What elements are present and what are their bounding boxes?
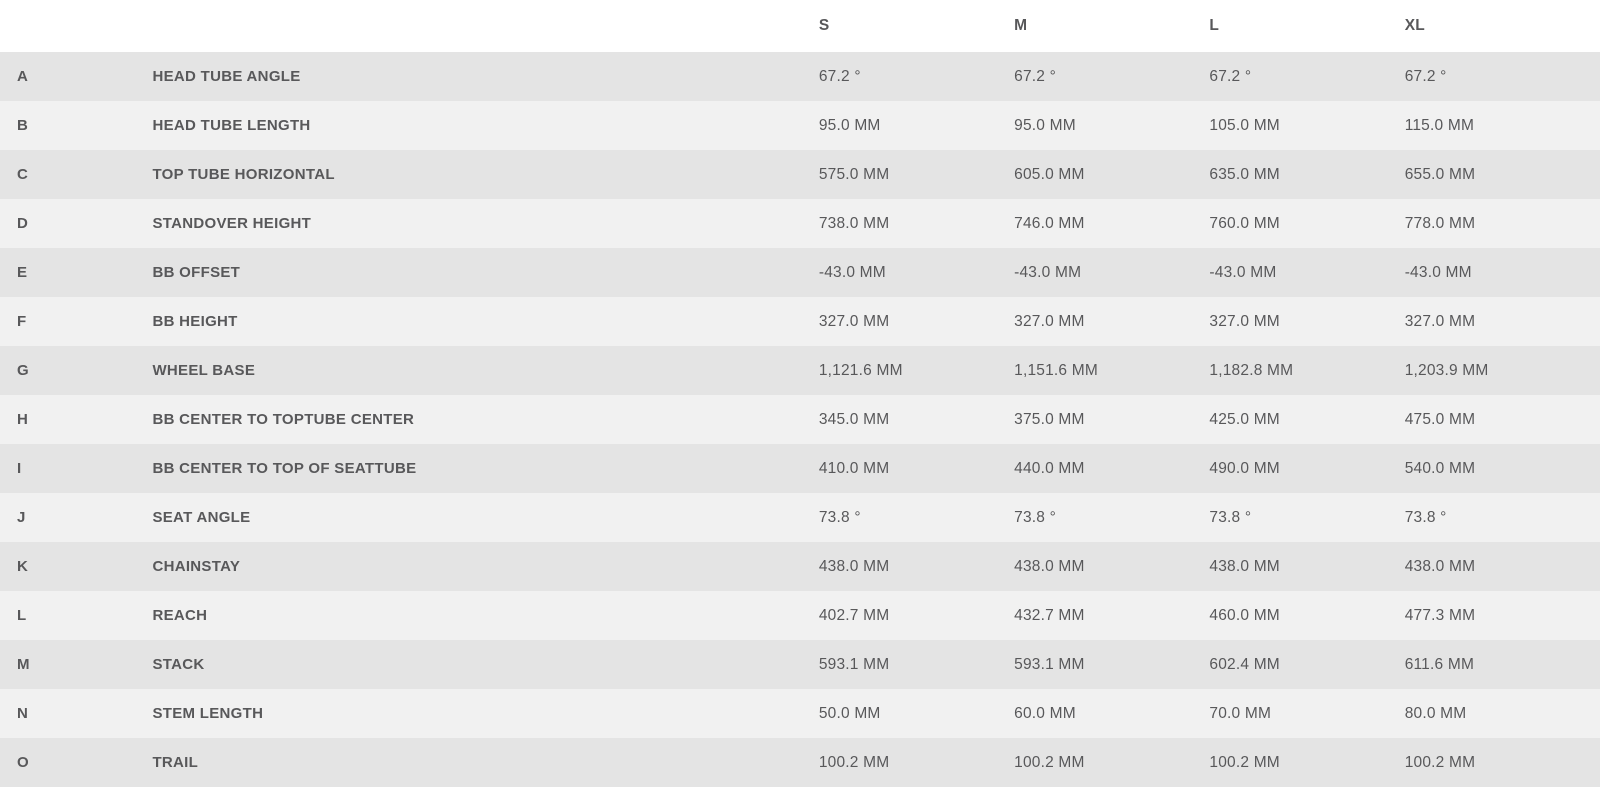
cell-size-xl: 100.2 MM	[1405, 738, 1600, 787]
cell-size-xl: 80.0 MM	[1405, 689, 1600, 738]
column-header-size-s: S	[819, 0, 1014, 52]
cell-size-xl: -43.0 MM	[1405, 248, 1600, 297]
row-label: CHAINSTAY	[75, 542, 818, 591]
cell-size-s: 50.0 MM	[819, 689, 1014, 738]
table-row	[0, 248, 1600, 297]
table-row	[0, 640, 1600, 689]
row-letter: G	[0, 346, 75, 395]
cell-size-l: 760.0 MM	[1209, 199, 1404, 248]
row-letter: D	[0, 199, 75, 248]
cell-size-xl: 327.0 MM	[1405, 297, 1600, 346]
row-letter: C	[0, 150, 75, 199]
row-label: TOP TUBE HORIZONTAL	[75, 150, 818, 199]
cell-size-m: 1,151.6 MM	[1014, 346, 1209, 395]
cell-size-l: 438.0 MM	[1209, 542, 1404, 591]
cell-size-m: 593.1 MM	[1014, 640, 1209, 689]
table-row	[0, 493, 1600, 542]
row-letter: E	[0, 248, 75, 297]
cell-size-xl: 477.3 MM	[1405, 591, 1600, 640]
cell-size-xl: 1,203.9 MM	[1405, 346, 1600, 395]
table-row	[0, 199, 1600, 248]
cell-size-m: -43.0 MM	[1014, 248, 1209, 297]
column-header-size-m: M	[1014, 0, 1209, 52]
row-label: STANDOVER HEIGHT	[75, 199, 818, 248]
row-letter: K	[0, 542, 75, 591]
cell-size-xl: 438.0 MM	[1405, 542, 1600, 591]
cell-size-s: 73.8 °	[819, 493, 1014, 542]
cell-size-m: 95.0 MM	[1014, 101, 1209, 150]
row-label: WHEEL BASE	[75, 346, 818, 395]
table-header-row	[0, 0, 1600, 52]
row-label: BB CENTER TO TOP OF SEATTUBE	[75, 444, 818, 493]
cell-size-m: 73.8 °	[1014, 493, 1209, 542]
cell-size-xl: 778.0 MM	[1405, 199, 1600, 248]
column-header-size-l: L	[1209, 0, 1404, 52]
row-label: TRAIL	[75, 738, 818, 787]
cell-size-m: 60.0 MM	[1014, 689, 1209, 738]
row-letter: F	[0, 297, 75, 346]
column-header-measurement	[75, 0, 818, 52]
table-row	[0, 395, 1600, 444]
row-letter: J	[0, 493, 75, 542]
cell-size-m: 67.2 °	[1014, 52, 1209, 101]
row-label: HEAD TUBE ANGLE	[75, 52, 818, 101]
cell-size-s: 738.0 MM	[819, 199, 1014, 248]
cell-size-s: 402.7 MM	[819, 591, 1014, 640]
row-label: REACH	[75, 591, 818, 640]
table-row	[0, 346, 1600, 395]
row-letter: O	[0, 738, 75, 787]
cell-size-xl: 115.0 MM	[1405, 101, 1600, 150]
cell-size-s: 100.2 MM	[819, 738, 1014, 787]
cell-size-s: 1,121.6 MM	[819, 346, 1014, 395]
table-row	[0, 738, 1600, 787]
table-row	[0, 591, 1600, 640]
cell-size-l: 100.2 MM	[1209, 738, 1404, 787]
row-label: BB OFFSET	[75, 248, 818, 297]
column-header-size-xl: XL	[1405, 0, 1600, 52]
column-header-letter	[0, 0, 75, 52]
cell-size-m: 432.7 MM	[1014, 591, 1209, 640]
cell-size-xl: 540.0 MM	[1405, 444, 1600, 493]
row-label: SEAT ANGLE	[75, 493, 818, 542]
table-row	[0, 444, 1600, 493]
table-row	[0, 297, 1600, 346]
cell-size-s: 345.0 MM	[819, 395, 1014, 444]
cell-size-s: -43.0 MM	[819, 248, 1014, 297]
cell-size-l: 67.2 °	[1209, 52, 1404, 101]
cell-size-l: 1,182.8 MM	[1209, 346, 1404, 395]
cell-size-m: 440.0 MM	[1014, 444, 1209, 493]
cell-size-s: 327.0 MM	[819, 297, 1014, 346]
cell-size-m: 438.0 MM	[1014, 542, 1209, 591]
cell-size-xl: 475.0 MM	[1405, 395, 1600, 444]
cell-size-l: 73.8 °	[1209, 493, 1404, 542]
cell-size-m: 327.0 MM	[1014, 297, 1209, 346]
cell-size-xl: 73.8 °	[1405, 493, 1600, 542]
row-label: BB HEIGHT	[75, 297, 818, 346]
cell-size-xl: 611.6 MM	[1405, 640, 1600, 689]
row-letter: H	[0, 395, 75, 444]
cell-size-s: 410.0 MM	[819, 444, 1014, 493]
row-label: BB CENTER TO TOPTUBE CENTER	[75, 395, 818, 444]
row-letter: I	[0, 444, 75, 493]
cell-size-l: 602.4 MM	[1209, 640, 1404, 689]
cell-size-m: 375.0 MM	[1014, 395, 1209, 444]
table-header	[0, 0, 1600, 52]
cell-size-l: 327.0 MM	[1209, 297, 1404, 346]
cell-size-l: 635.0 MM	[1209, 150, 1404, 199]
cell-size-m: 746.0 MM	[1014, 199, 1209, 248]
cell-size-s: 95.0 MM	[819, 101, 1014, 150]
cell-size-m: 605.0 MM	[1014, 150, 1209, 199]
cell-size-l: 105.0 MM	[1209, 101, 1404, 150]
table-row	[0, 52, 1600, 101]
cell-size-xl: 655.0 MM	[1405, 150, 1600, 199]
table-body	[0, 52, 1600, 787]
table-row	[0, 542, 1600, 591]
cell-size-s: 438.0 MM	[819, 542, 1014, 591]
cell-size-l: 490.0 MM	[1209, 444, 1404, 493]
cell-size-l: 425.0 MM	[1209, 395, 1404, 444]
cell-size-s: 67.2 °	[819, 52, 1014, 101]
cell-size-l: 70.0 MM	[1209, 689, 1404, 738]
row-label: STACK	[75, 640, 818, 689]
row-letter: B	[0, 101, 75, 150]
cell-size-l: -43.0 MM	[1209, 248, 1404, 297]
row-letter: N	[0, 689, 75, 738]
cell-size-m: 100.2 MM	[1014, 738, 1209, 787]
cell-size-xl: 67.2 °	[1405, 52, 1600, 101]
table-row	[0, 689, 1600, 738]
row-label: STEM LENGTH	[75, 689, 818, 738]
row-letter: M	[0, 640, 75, 689]
cell-size-s: 575.0 MM	[819, 150, 1014, 199]
row-letter: L	[0, 591, 75, 640]
row-letter: A	[0, 52, 75, 101]
table-row	[0, 150, 1600, 199]
row-label: HEAD TUBE LENGTH	[75, 101, 818, 150]
table-row	[0, 101, 1600, 150]
cell-size-s: 593.1 MM	[819, 640, 1014, 689]
cell-size-l: 460.0 MM	[1209, 591, 1404, 640]
